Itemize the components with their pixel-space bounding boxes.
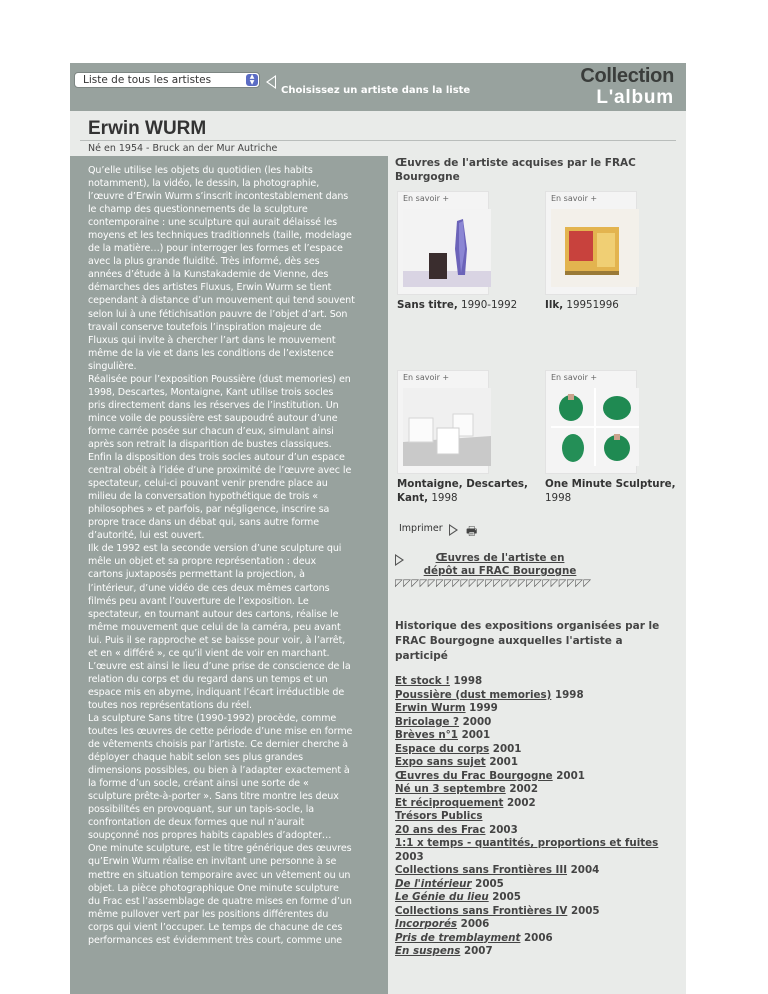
work-caption — [545, 477, 685, 505]
exhibition-link[interactable]: Né un 3 septembre — [395, 783, 506, 795]
exhibition-link[interactable]: Le Génie du lieu — [395, 891, 489, 903]
exhibition-year: 2007 — [463, 945, 493, 957]
select-hint: Choisissez un artiste dans la liste — [281, 85, 471, 96]
biography-line: même mouvement que celui de la caméra, peu avant — [88, 621, 341, 633]
work-title: One Minute Sculpture, — [545, 478, 676, 490]
triangle-right-icon-inner — [396, 556, 402, 564]
exhibition-item — [395, 756, 685, 770]
biography-line: même pullover vert par les positions différentes du — [88, 908, 329, 920]
work-title: Ilk, — [545, 299, 564, 311]
work-caption — [397, 477, 537, 505]
biography-line: années d’étude à la Kunstakademie de Vienne, des — [88, 269, 329, 281]
exhibition-list — [395, 675, 685, 959]
biography-line: même de la vie et dans les conditions de l’existence — [88, 347, 334, 359]
more-info-label: En savoir + — [403, 373, 450, 382]
exhibition-item — [395, 878, 685, 892]
exhibition-year: 2002 — [507, 796, 536, 809]
biography-line: le champ des questionnements de la sculpture — [88, 204, 308, 216]
exhibition-year: 1999 — [469, 702, 498, 714]
biography-line: Réalisée pour l’exposition Poussière (dust memories) en — [88, 373, 351, 385]
exhibition-year: 2003 — [489, 823, 518, 836]
biography-line: la forme d’un socle, créant ainsi une sorte de « — [88, 778, 309, 790]
exhibition-link[interactable]: Collections sans Frontières IV — [395, 904, 568, 917]
biography-line: contemporaine : une sculpture qui aurait délaissé les — [88, 217, 338, 229]
header-bar — [70, 63, 686, 111]
exhibition-item — [395, 675, 685, 689]
exhibition-link[interactable]: Collections sans Frontières III — [395, 864, 568, 876]
more-info-tab[interactable] — [397, 370, 489, 474]
biography-line: philosophes » et parfois, par négligence, inscrire sa — [88, 504, 330, 516]
biography-line: cependant à distance d’un mouvement qui tend souvent — [88, 295, 355, 307]
biography-line: corps qui vient l’occuper. Le temps de chacune de ces — [88, 921, 343, 933]
exhibition-year: 2005 — [492, 891, 521, 903]
more-info-tab[interactable] — [545, 191, 637, 295]
exhibition-link[interactable]: Pris de tremblayment — [395, 931, 521, 944]
biography-line: One minute sculpture, est le titre générique des œuvres — [88, 843, 352, 855]
biography-line: démarches des artistes Fluxus, Erwin Wurm se tient — [88, 282, 332, 294]
triangle-left-icon-inner — [268, 77, 275, 87]
work-year: 1998 — [431, 492, 458, 504]
biography-line: l’œuvre d’Erwin Wurm s’inscrit incontestablement dans — [88, 191, 349, 203]
exhibition-item — [395, 932, 685, 946]
exhibition-item — [395, 945, 685, 959]
artist-select[interactable] — [74, 72, 260, 88]
biography-line: d’autorité, lui est ouvert. — [88, 530, 205, 542]
collection-title: Collection — [580, 65, 674, 87]
exhibition-link[interactable]: 1:1 x temps - quantités, proportions et fuites — [395, 837, 659, 849]
biography-line: travail conserve toutefois l’inspiration majeure de — [88, 321, 322, 333]
exhibition-link[interactable]: 20 ans des Frac — [395, 823, 486, 836]
biography-line: l’intérieur, d’une vidéo de ces deux mêmes cartons — [88, 582, 330, 594]
exhibition-item — [395, 797, 685, 811]
biography-line: objet. La pièce photographique One minute sculpture — [88, 882, 339, 894]
artwork-thumbnail[interactable] — [551, 209, 639, 287]
more-info-label: En savoir + — [551, 373, 598, 382]
biography-line: avec la plus grande fluidité. Très informé, dès ses — [88, 256, 320, 268]
more-info-label: En savoir + — [551, 194, 598, 203]
exhibition-item — [395, 905, 685, 919]
biography-line: propre trace dans un débat qui, sans autre forme — [88, 517, 320, 529]
exhibition-item — [395, 783, 685, 797]
biography-line: mince voile de poussière est saupoudré autour d’une — [88, 412, 338, 424]
work-title: Sans titre, — [397, 299, 458, 311]
exhibition-item — [395, 891, 685, 905]
exhibition-item — [395, 729, 685, 743]
exhibition-link[interactable]: En suspens — [395, 945, 461, 957]
biography-line: Fluxus qui invite à chercher l’art dans le mouvement — [88, 334, 336, 346]
exhibition-year: 2000 — [462, 715, 492, 728]
biography-line: spectateur, celui-ci pouvant venir prendre place au — [88, 478, 328, 490]
biography-line: central obéit à l’idée d’une proximité de l’œuvre avec le — [88, 465, 352, 477]
exhibition-link[interactable]: De l'intérieur — [395, 877, 472, 890]
work-year: 1998 — [545, 492, 572, 504]
history-section-title: Historique des expositions organisées par le FRAC Bourgogne auxquelles l'artiste a participé — [395, 620, 660, 662]
album-title: L'album — [596, 87, 674, 108]
biography-line: selon lui à une fétichisation pauvre de l’objet d’art. Son — [88, 308, 348, 320]
artist-select-value: Liste de tous les artistes — [83, 74, 212, 86]
select-stepper-icon: ▲ ▼ — [246, 74, 258, 86]
biography-line: forme carrée posée sur chacun d’eux, simulant ainsi — [88, 425, 334, 437]
exhibition-item — [395, 918, 685, 932]
exhibition-year: 2001 — [492, 742, 522, 755]
work-caption — [545, 298, 685, 312]
biography-line: confrontation de deux formes que nul n’aurait — [88, 817, 305, 829]
biography-line: Qu’elle utilise les objets du quotidien (les habits — [88, 165, 313, 176]
biography-line: singulière. — [88, 360, 137, 372]
print-link[interactable]: Imprimer — [399, 523, 443, 534]
biography-line: toutes nos représentations du réel. — [88, 699, 252, 711]
divider — [80, 140, 676, 141]
exhibition-link[interactable]: Poussière (dust memories) — [395, 688, 552, 701]
triangle-border-decoration: ◸◸◸◸◸◸◸◸◸◸◸◸◸◸◸◸◸◸◸◸◸◸◸◸ — [395, 579, 592, 589]
work-title: Montaigne, Descartes, Kant, — [397, 478, 528, 504]
exhibition-link[interactable]: Trésors Publics — [395, 810, 483, 822]
exhibition-year: 1998 — [554, 688, 584, 701]
biography-line: pris directement dans les réserves de l’institution. Un — [88, 399, 339, 411]
biography-line: lui. Puis il se rapproche et se baisse pour voir, à l’arrêt, — [88, 634, 346, 646]
biography-line: dimensions possibles, ou bien à l’adapter exactement à — [88, 765, 350, 777]
exhibition-link[interactable]: Bricolage ? — [395, 715, 460, 728]
biography-line: mettre en situation temporaire avec un vêtement ou un — [88, 869, 351, 881]
biography-line: notamment), la vidéo, le dessin, la photographie, — [88, 178, 320, 190]
biography-line: 1998, Descartes, Montaigne, Kant utilise trois socles — [88, 386, 334, 398]
exhibition-item — [395, 824, 685, 838]
exhibition-link[interactable]: Incorporés — [395, 918, 458, 930]
biography-line: filmés peu avant l’ouverture de l’exposition. Le — [88, 595, 309, 607]
work-year: 19951996 — [566, 299, 619, 311]
exhibition-year: 2001 — [556, 769, 585, 782]
biography-line: de vêtements choisis par l’artiste. Ce dernier cherche à — [88, 739, 349, 751]
biography-line: performances est évidemment très court, comme une — [88, 934, 343, 946]
exhibition-link[interactable]: Et stock ! — [395, 675, 450, 687]
biography-line: possibilités en provoquant, sur un tapis-socle, la — [88, 804, 315, 816]
exhibition-year: 2001 — [461, 729, 491, 741]
artwork-thumbnail[interactable] — [551, 388, 639, 466]
biography-line: qu’Erwin Wurm réalise en invitant une personne à se — [88, 856, 337, 868]
biography-line: de la matière…) pour interroger les formes et l’espace — [88, 243, 343, 255]
exhibition-year: 1998 — [453, 675, 483, 687]
biography-line: spectateur, en tournant autour des cartons, réalise le — [88, 608, 339, 620]
artist-birth: Né en 1954 - Bruck an der Mur Autriche — [88, 143, 278, 154]
exhibition-year: 2005 — [570, 904, 600, 917]
biography-line: moyens et les techniques traditionnels (taille, modelage — [88, 230, 352, 242]
biography-line: et en « différé », ce qu’il vient de voir en marchant. — [88, 647, 330, 659]
exhibition-year: 2005 — [475, 877, 504, 890]
more-info-tab[interactable] — [397, 191, 489, 295]
biography-line: La sculpture Sans titre (1990-1992) procède, comme — [88, 712, 337, 724]
exhibition-item — [395, 837, 685, 864]
work-caption — [397, 298, 537, 312]
exhibition-year: 2006 — [460, 918, 490, 930]
biography-line: Ilk de 1992 est la seconde version d’une sculpture qui — [88, 543, 342, 555]
exhibition-year: 2004 — [570, 864, 600, 876]
biography-line: sculpture prête-à-porter ». Sans titre montre les deux — [88, 791, 339, 803]
biography-line: du Frac est l’assemblage de quatre mises en forme d’un — [88, 895, 352, 907]
exhibition-item — [395, 716, 685, 730]
works-section-title: Œuvres de l'artiste acquises par le FRAC Bourgogne — [395, 157, 636, 183]
work-year: 1990-1992 — [461, 299, 518, 311]
exhibition-item — [395, 689, 685, 703]
exhibition-link[interactable]: Œuvres du Frac Bourgogne — [395, 769, 553, 782]
biography-line: déployer chaque habit selon ses plus grandes — [88, 752, 303, 764]
triangle-right-icon-inner — [450, 526, 456, 534]
exhibition-link[interactable]: Erwin Wurm — [395, 702, 466, 714]
exhibition-item — [395, 770, 685, 784]
artwork-thumbnail[interactable] — [403, 209, 491, 287]
artist-name: Erwin WURM — [88, 118, 207, 139]
biography-line: relation du corps et du regard dans un temps et un — [88, 673, 328, 685]
artist-biography — [70, 156, 388, 994]
exhibition-year: 2003 — [395, 850, 424, 863]
exhibition-year: 2006 — [524, 931, 553, 944]
deposit-works-link[interactable]: Œuvres de l'artiste en dépôt au FRAC Bourgogne — [423, 552, 577, 577]
more-info-tab[interactable] — [545, 370, 637, 474]
exhibition-link[interactable]: Et réciproquement — [395, 796, 504, 809]
exhibition-item — [395, 810, 685, 824]
artwork-thumbnail[interactable] — [403, 388, 491, 466]
exhibition-year: 2001 — [489, 756, 518, 768]
exhibition-link[interactable]: Brèves n°1 — [395, 729, 458, 741]
exhibition-year: 2002 — [509, 783, 538, 795]
exhibition-link[interactable]: Expo sans sujet — [395, 756, 486, 768]
biography-line: mêle un objet et sa propre représentation : deux — [88, 556, 317, 568]
biography-line: après son retrait la disparition de bustes classiques. — [88, 438, 332, 450]
exhibition-item — [395, 864, 685, 878]
biography-line: soupçonné nos propres habits capables d’adopter… — [88, 830, 332, 842]
page-frame — [70, 63, 686, 994]
exhibition-item — [395, 743, 685, 757]
more-info-label: En savoir + — [403, 194, 450, 203]
biography-line: cartons juxtaposés permettant la projection, à — [88, 569, 305, 581]
exhibition-item — [395, 702, 685, 716]
biography-line: espace mis en abyme, indiquant l’écart irréductible de — [88, 686, 345, 698]
exhibition-link[interactable]: Espace du corps — [395, 742, 490, 755]
biography-line: milieu de la conversation hypothétique de trois « — [88, 491, 319, 503]
biography-line: L’œuvre est ainsi le lieu d’une prise de conscience de la — [88, 660, 351, 672]
printer-icon[interactable]: 🖶 — [466, 524, 478, 538]
biography-line: toutes les œuvres de cette période d’une mise en forme — [88, 726, 353, 738]
biography-line: Enfin la disposition des trois socles autour d’un espace — [88, 452, 345, 464]
biography-text — [88, 164, 376, 947]
